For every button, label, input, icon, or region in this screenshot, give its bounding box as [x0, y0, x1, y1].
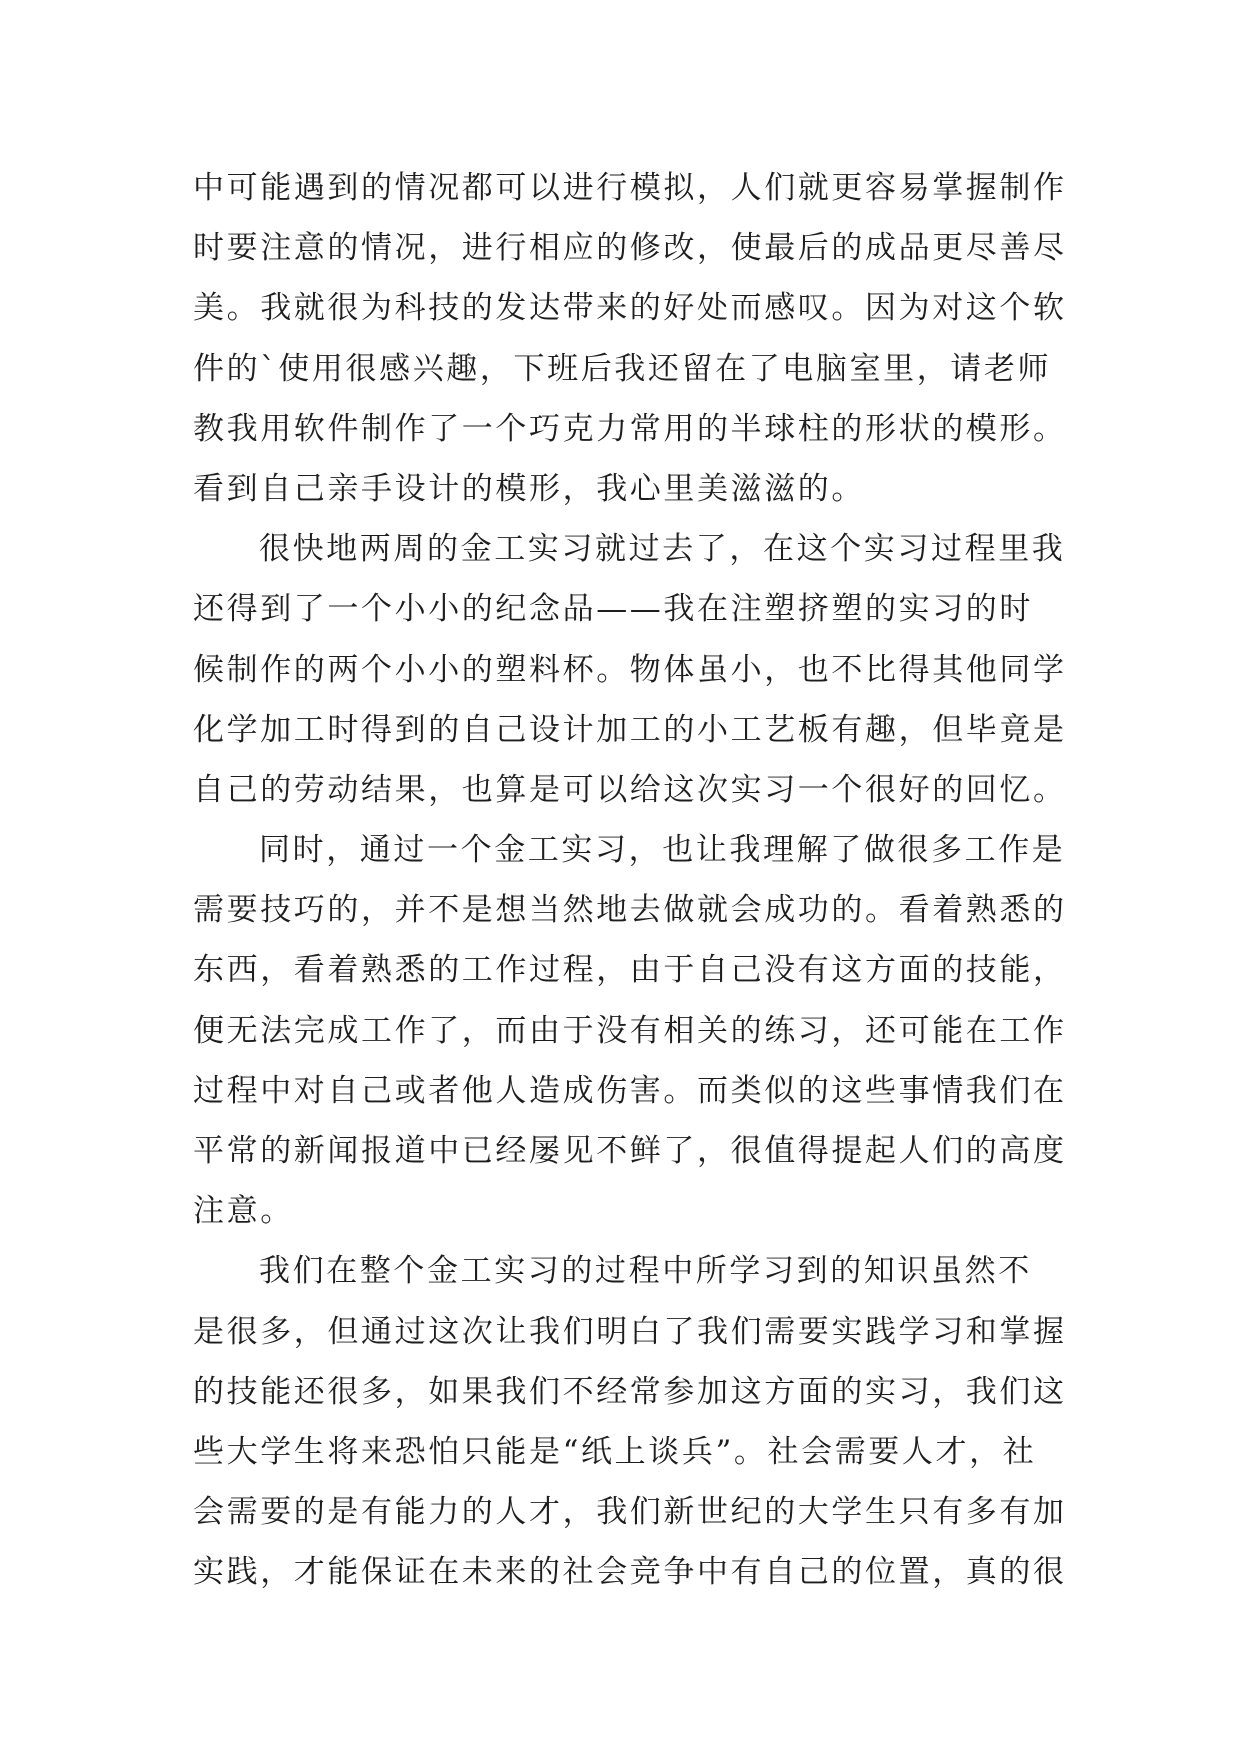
text-line: 会需要的是有能力的人才，我们新世纪的大学生只有多有加: [193, 1494, 1067, 1531]
body-text: [193, 158, 1073, 1603]
text-line: 还得到了一个小小的纪念品——我在注塑挤塑的实习的时: [193, 591, 1033, 628]
paragraph-first-line: 我们在整个金工实习的过程中所学习到的知识虽然不: [259, 1253, 1032, 1290]
text-line: 些大学生将来恐怕只能是“纸上谈兵”。社会需要人才，社: [193, 1433, 1037, 1470]
paragraph-first-line: 很快地两周的金工实习就过去了，在这个实习过程里我: [259, 531, 1066, 568]
text-line: 的技能还很多，如果我们不经常参加这方面的实习，我们这: [193, 1373, 1067, 1410]
text-line: 教我用软件制作了一个巧克力常用的半球柱的形状的模形。: [193, 410, 1067, 447]
text-line: 需要技巧的，并不是想当然地去做就会成功的。看着熟悉的: [193, 892, 1067, 929]
text-line: 实践，才能保证在未来的社会竞争中有自己的位置，真的很: [193, 1554, 1067, 1591]
text-line: 时要注意的情况，进行相应的修改，使最后的成品更尽善尽: [193, 230, 1067, 267]
text-line: 候制作的两个小小的塑料杯。物体虽小，也不比得其他同学: [193, 651, 1067, 688]
text-line: 中可能遇到的情况都可以进行模拟，人们就更容易掌握制作: [193, 170, 1067, 206]
text-line: 过程中对自己或者他人造成伤害。而类似的这些事情我们在: [193, 1072, 1067, 1109]
text-line: 注意。: [193, 1193, 294, 1230]
text-line: 平常的新闻报道中已经屡见不鲜了，很值得提起人们的高度: [193, 1133, 1067, 1169]
text-line: 东西，看着熟悉的工作过程，由于自己没有这方面的技能，: [193, 952, 1067, 989]
text-line: 化学加工时得到的自己设计加工的小工艺板有趣，但毕竟是: [193, 711, 1067, 748]
paragraph-first-line: 同时，通过一个金工实习，也让我理解了做很多工作是: [259, 832, 1066, 869]
text-line: 件的`使用很感兴趣，下班后我还留在了电脑室里，请老师: [193, 350, 1052, 387]
text-line: 自己的劳动结果，也算是可以给这次实习一个很好的回忆。: [193, 771, 1067, 808]
text-line: 便无法完成工作了，而由于没有相关的练习，还可能在工作: [193, 1012, 1067, 1049]
text-line: 看到自己亲手设计的模形，我心里美滋滋的。: [193, 470, 865, 507]
text-line: 美。我就很为科技的发达带来的好处而感叹。因为对这个软: [193, 290, 1067, 327]
text-line: 是很多，但通过这次让我们明白了我们需要实践学习和掌握: [193, 1313, 1067, 1350]
